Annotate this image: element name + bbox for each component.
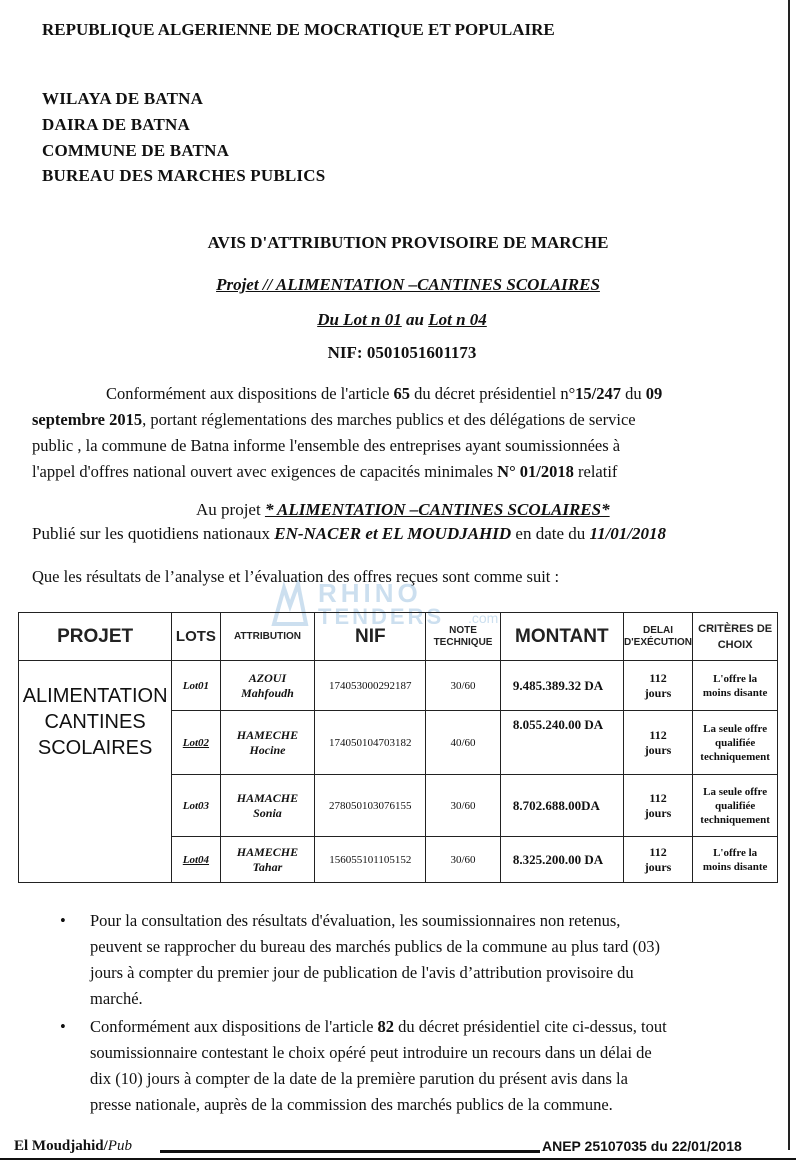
projet-line: [10, 275, 796, 295]
projet-cell-l3: SCOLAIRES: [37, 737, 153, 759]
attr-name: HAMACHE: [236, 790, 299, 805]
lot-cell: Lot02: [172, 711, 220, 775]
bullet-line: [90, 1014, 768, 1040]
note-cell: 30/60: [426, 775, 501, 837]
crit-l2: moins disante: [702, 686, 768, 699]
attr-firstname: Mahfoudh: [241, 685, 294, 700]
intro-text: l'appel d'offres national ouvert avec exigences de capacités minimales: [32, 462, 498, 481]
delai-unit: jours: [644, 685, 672, 700]
decree-date: septembre 2015: [32, 410, 143, 429]
header-delai-l2: D'EXÉCUTION: [624, 636, 692, 648]
critere-cell: [693, 661, 778, 711]
footer-bottom-rule: [0, 1158, 796, 1160]
publie-text: en date du: [511, 524, 590, 543]
montant-cell: 8.055.240.00 DA: [500, 711, 623, 775]
au-projet-name: * ALIMENTATION –CANTINES SCOLAIRES*: [264, 500, 610, 519]
crit-l1: L'offre la: [713, 846, 758, 859]
intro-text: Conformément aux dispositions de l'article: [106, 384, 394, 403]
montant-cell: 8.702.688.00DA: [500, 775, 623, 837]
header-attribution: ATTRIBUTION: [220, 613, 315, 661]
attr-firstname: Tahar: [252, 859, 283, 874]
bullet-line: soumissionnaire contestant le choix opéré peut introduire un recours dans un délai de: [90, 1043, 652, 1062]
attr-name: HAMECHE: [236, 844, 299, 859]
bullet-line: jours à compter du premier jour de publication de l'avis d’attribution provisoire du: [90, 963, 634, 982]
attribution-cell: [220, 837, 315, 883]
intro-line-3: public , la commune de Batna informe l'ensemble des entreprises ayant soumissionnées à: [32, 436, 621, 455]
projet-line-text: Projet // ALIMENTATION –CANTINES SCOLAIRES: [216, 275, 600, 294]
page-border: [788, 0, 790, 1150]
footer-pub: Pub: [107, 1138, 132, 1154]
article-number: 65: [393, 384, 411, 403]
attr-firstname: Sonia: [253, 805, 282, 820]
nif-cell: 174053000292187: [315, 661, 426, 711]
attribution-cell: [220, 775, 315, 837]
watermark-suffix: .com: [468, 610, 499, 626]
newspapers: EN-NACER et EL MOUDJAHID: [274, 524, 512, 543]
delai-unit: jours: [644, 859, 672, 874]
footer: [0, 1130, 796, 1163]
nif-cell: 278050103076155: [315, 775, 426, 837]
footer-ref: ANEP 25107035 du 22/01/2018: [542, 1138, 742, 1154]
bullet-item: [58, 1014, 768, 1118]
results-table: [18, 612, 778, 883]
intro-line-4: [32, 459, 772, 485]
note-cell: 30/60: [426, 661, 501, 711]
projet-cell: [19, 661, 172, 883]
table-header-row: [19, 613, 778, 661]
intro-text: du: [621, 384, 646, 403]
publie-text: Publié sur les quotidiens nationaux: [32, 524, 275, 543]
delai-value: 112: [649, 670, 667, 685]
table-row: [19, 661, 778, 711]
header-projet: PROJET: [19, 613, 172, 661]
header-daira: DAIRA DE BATNA: [42, 115, 190, 134]
bullet-line: marché.: [90, 989, 143, 1008]
crit-l2: moins disante: [702, 860, 768, 873]
decree-day: 09: [645, 384, 663, 403]
decree-number: 15/247: [575, 384, 622, 403]
bullet-line: Pour la consultation des résultats d'évaluation, les soumissionnaires non retenus,: [90, 911, 621, 930]
au-projet-line: [196, 500, 610, 520]
delai-value: 112: [649, 844, 667, 859]
intro-text: du décret présidentiel n°: [410, 384, 576, 403]
attribution-cell: [220, 711, 315, 775]
bullet-dot-icon: •: [60, 1017, 66, 1036]
lots-line: [4, 310, 796, 330]
delai-value: 112: [649, 727, 667, 742]
header-bureau: BUREAU DES MARCHES PUBLICS: [42, 166, 326, 185]
header-republique: REPUBLIQUE ALGERIENNE DE MOCRATIQUE ET POPULAIRE: [42, 20, 555, 39]
intro-line-2: [32, 407, 772, 433]
publie-line: [32, 524, 666, 544]
header-delai: [623, 613, 693, 661]
lot-cell: Lot04: [172, 837, 220, 883]
resultats-intro: Que les résultats de l’analyse et l’évaluation des offres reçues sont comme suit :: [32, 567, 560, 586]
intro-paragraph: [32, 381, 772, 485]
footer-paper-name: El Moudjahid/: [14, 1138, 108, 1154]
header-commune: COMMUNE DE BATNA: [42, 141, 230, 160]
footer-paper: [14, 1138, 132, 1155]
crit-l1: La seule offre: [703, 785, 768, 798]
intro-line-1: [32, 381, 772, 407]
critere-cell: [693, 775, 778, 837]
bullet-item: [58, 908, 768, 1012]
tender-number: N° 01/2018: [497, 462, 574, 481]
montant-cell: 8.325.200.00 DA: [500, 837, 623, 883]
delai-unit: jours: [644, 742, 672, 757]
page-title: AVIS D'ATTRIBUTION PROVISOIRE DE MARCHE: [207, 233, 609, 252]
header-crit-l2: CHOIX: [717, 638, 753, 651]
publication-date: 11/01/2018: [589, 524, 667, 543]
delai-unit: jours: [644, 805, 672, 820]
header-delai-l1: DELAI: [643, 624, 674, 636]
note-cell: 40/60: [426, 711, 501, 775]
bullet-list: [58, 908, 768, 1120]
attribution-cell: [220, 661, 315, 711]
note-cell: 30/60: [426, 837, 501, 883]
crit-l3: techniquement: [700, 813, 770, 826]
crit-l1: La seule offre: [703, 722, 768, 735]
header-nif: NIF: [315, 613, 426, 661]
footer-rule: [160, 1150, 540, 1153]
lots-line-fin: Lot n 04: [428, 310, 487, 329]
nif-cell: 174050104703182: [315, 711, 426, 775]
au-projet-label: Au projet: [196, 500, 265, 519]
bullet-line: peuvent se rapprocher du bureau des marchés publics de la commune au plus tard (03): [90, 937, 660, 956]
header-criteres: [693, 613, 778, 661]
crit-l1: L'offre la: [713, 672, 758, 685]
montant-cell: 9.485.389.32 DA: [500, 661, 623, 711]
intro-text: , portant réglementations des marches publics et des délégations de service: [142, 410, 636, 429]
critere-cell: [693, 837, 778, 883]
watermark-line1: RHINO: [318, 578, 422, 608]
delai-cell: [623, 837, 693, 883]
attr-firstname: Hocine: [249, 742, 286, 757]
header-lots: LOTS: [172, 613, 220, 661]
bullet-text: du décret présidentiel cite ci-dessus, tout: [394, 1017, 667, 1036]
attr-name: AZOUI: [248, 670, 287, 685]
projet-cell-l2: CANTINES: [44, 711, 146, 733]
attr-name: HAMECHE: [236, 727, 299, 742]
delai-cell: [623, 661, 693, 711]
header-note: [426, 613, 501, 661]
projet-cell-l1: ALIMENTATION: [22, 685, 168, 707]
nif-cell: 156055101105152: [315, 837, 426, 883]
header-montant: MONTANT: [500, 613, 623, 661]
delai-cell: [623, 711, 693, 775]
delai-value: 112: [649, 790, 667, 805]
nif-line: NIF: 0501051601173: [327, 343, 477, 362]
lot-cell: Lot03: [172, 775, 220, 837]
intro-text: relatif: [573, 462, 618, 481]
header-wilaya: WILAYA DE BATNA: [42, 89, 204, 108]
delai-cell: [623, 775, 693, 837]
crit-l2: qualifiée: [714, 736, 756, 749]
critere-cell: [693, 711, 778, 775]
bullet-text: Conformément aux dispositions de l'article: [90, 1017, 378, 1036]
header-note-l2: TECHNIQUE: [433, 636, 493, 648]
watermark-line2: TENDERS: [318, 604, 445, 629]
bullet-line: dix (10) jours à compter de la date de la première parution du présent avis dans la: [90, 1069, 628, 1088]
bullet-dot-icon: •: [60, 911, 66, 930]
lots-line-du: Du Lot n 01: [317, 310, 402, 329]
header-crit-l1: CRITÈRES DE: [698, 622, 773, 635]
bullet-line: presse nationale, auprès de la commission des marchés publics de la commune.: [90, 1095, 613, 1114]
article-number: 82: [377, 1017, 395, 1036]
crit-l3: techniquement: [700, 750, 770, 763]
header-note-l1: NOTE: [449, 624, 477, 636]
crit-l2: qualifiée: [714, 799, 756, 812]
lot-cell: Lot01: [172, 661, 220, 711]
lots-line-au: au: [406, 310, 424, 329]
